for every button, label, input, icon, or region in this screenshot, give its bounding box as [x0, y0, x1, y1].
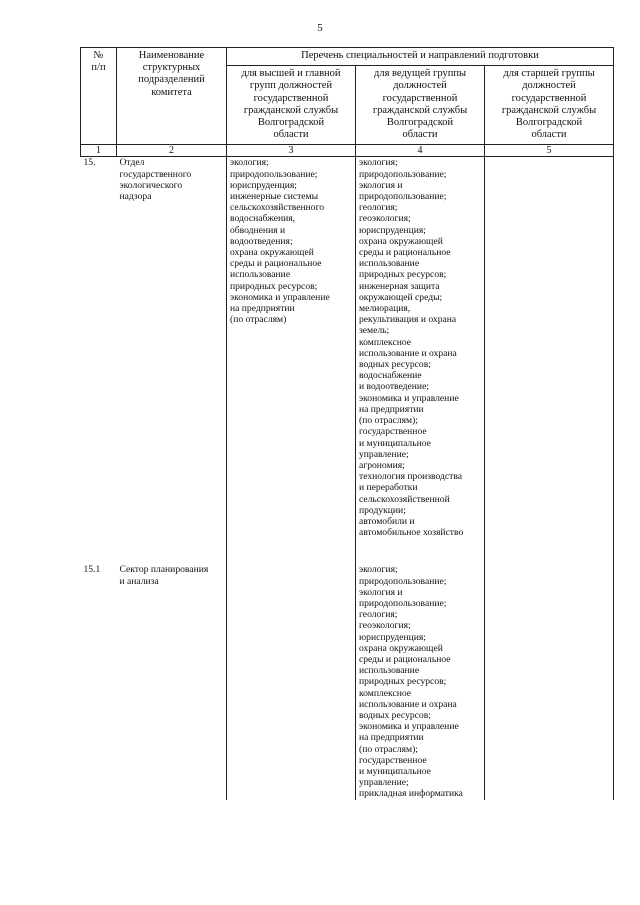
specialties-table-container — [80, 47, 614, 800]
text-line: гражданской службы — [243, 104, 339, 116]
header-number — [81, 48, 117, 145]
header-senior-main-groups — [227, 66, 356, 145]
header-leading-group — [356, 66, 485, 145]
text-line: на предприятии — [230, 303, 295, 315]
text-line: природопользование; — [359, 191, 447, 203]
text-line: групп должностей — [249, 80, 333, 92]
unit-name — [117, 564, 227, 799]
text-line: сельскохозяйственной — [359, 493, 450, 505]
text-line: использование и охрана — [359, 698, 457, 710]
text-line: и муниципальное — [359, 437, 431, 449]
text-line: природопользование; — [359, 575, 447, 587]
text-line: области — [402, 129, 438, 141]
column-number: 4 — [356, 145, 485, 157]
text-line: (по отраслям) — [230, 314, 287, 326]
text-line: для ведущей группы — [374, 68, 466, 80]
text-line: использование — [359, 665, 420, 677]
unit-name — [117, 157, 227, 538]
table-row — [81, 157, 614, 538]
table-row — [81, 564, 614, 799]
specialties-senior-main — [227, 157, 356, 538]
text-line: Волгоградской — [386, 117, 454, 129]
text-line: водоснабжение — [359, 370, 422, 382]
text-line: среды и рациональное — [230, 258, 322, 270]
text-line: геология; — [359, 202, 398, 214]
text-line: должностей — [522, 80, 576, 92]
text-line: инженерная защита — [359, 280, 440, 292]
text-line: Сектор планирования — [119, 564, 209, 576]
text-line: управление; — [359, 777, 409, 789]
column-number: 3 — [227, 145, 356, 157]
text-line: среды и рациональное — [359, 653, 451, 665]
page-number: 5 — [317, 22, 323, 34]
text-line: мелиорация, — [359, 303, 411, 315]
text-line: на предприятии — [359, 732, 424, 744]
text-line: природопользование; — [359, 597, 447, 609]
text-line: экология и — [359, 179, 403, 191]
specialties-table — [80, 47, 614, 800]
text-line: подразделений — [138, 74, 205, 86]
text-line: области — [531, 129, 567, 141]
text-line: экономика и управление — [230, 291, 330, 303]
text-line: природных ресурсов; — [359, 269, 447, 281]
text-line: Отдел — [119, 157, 145, 169]
text-line: автомобили и — [359, 515, 415, 527]
text-line: продукции; — [359, 504, 406, 516]
text-line: охрана окружающей — [359, 235, 443, 247]
text-line: и муниципальное — [359, 765, 431, 777]
text-line: агрономия; — [359, 459, 405, 471]
text-line: охрана окружающей — [359, 642, 443, 654]
text-line: и водоотведение; — [359, 381, 429, 393]
text-line: земель; — [359, 325, 390, 337]
text-line: природных ресурсов; — [230, 280, 318, 292]
text-line: п/п — [91, 62, 106, 74]
column-number: 1 — [81, 145, 117, 157]
text-line: гражданской службы — [501, 104, 597, 116]
text-line: для старшей группы — [503, 68, 595, 80]
text-line: и анализа — [119, 575, 159, 587]
text-line: природопользование; — [230, 168, 318, 180]
text-line: государственной — [382, 92, 458, 104]
text-line: геоэкология; — [359, 620, 411, 632]
text-line: комитета — [151, 86, 192, 98]
text-line: и переработки — [359, 482, 418, 494]
text-line: геология; — [359, 609, 398, 621]
text-line: прикладная информатика — [359, 788, 463, 800]
text-line: использование и охрана — [359, 347, 457, 359]
text-line: области — [273, 129, 309, 141]
text-line: Волгоградской — [257, 117, 325, 129]
text-line: комплексное — [359, 687, 412, 699]
specialties-leading — [356, 564, 485, 799]
text-line: экономика и управление — [359, 721, 459, 733]
column-number-row — [81, 145, 614, 157]
text-line: экология; — [230, 157, 269, 169]
table-header-row — [81, 48, 614, 66]
text-line: охрана окружающей — [230, 247, 314, 259]
text-line: экология и — [359, 586, 403, 598]
text-line: водоотведения; — [230, 235, 293, 247]
text-line: государственного — [119, 168, 192, 180]
specialties-senior-main — [227, 564, 356, 799]
header-unit-name — [117, 48, 227, 145]
specialties-senior — [485, 157, 614, 538]
text-line: государственной — [511, 92, 587, 104]
text-line: на предприятии — [359, 403, 424, 415]
text-line: (по отраслям); — [359, 415, 418, 427]
text-line: государственное — [359, 426, 427, 438]
text-line: использование — [230, 269, 291, 281]
column-number: 5 — [485, 145, 614, 157]
text-line: экология; — [359, 157, 398, 169]
text-line: геоэкология; — [359, 213, 411, 225]
specialties-senior — [485, 564, 614, 799]
text-line: обводнения и — [230, 224, 286, 236]
header-senior-group — [485, 66, 614, 145]
text-line: юриспруденция; — [230, 179, 297, 191]
text-line: экономика и управление — [359, 392, 459, 404]
text-line: Наименование — [138, 50, 205, 61]
text-line: (по отраслям); — [359, 743, 418, 755]
text-line: экология; — [359, 564, 398, 576]
text-line: для высшей и главной — [241, 68, 341, 80]
text-line: комплексное — [359, 336, 412, 348]
text-line: автомобильное хозяйство — [359, 527, 464, 539]
text-line: инженерные системы — [230, 191, 319, 203]
text-line: структурных — [142, 62, 201, 74]
text-line: рекультивация и охрана — [359, 314, 457, 326]
text-line: водных ресурсов; — [359, 709, 431, 721]
text-line: № — [93, 50, 104, 61]
text-line: природных ресурсов; — [359, 676, 447, 688]
row-number: 15. — [83, 157, 96, 169]
header-specialties-group: Перечень специальностей и направлений подготовки — [227, 48, 614, 66]
text-line: технология производства — [359, 471, 463, 483]
row-spacer — [81, 538, 614, 564]
column-number: 2 — [117, 145, 227, 157]
text-line: водных ресурсов; — [359, 359, 431, 371]
text-line: государственное — [359, 754, 427, 766]
text-line: окружающей среды; — [359, 291, 443, 303]
text-line: экологического — [119, 179, 183, 191]
text-line: гражданской службы — [372, 104, 468, 116]
text-line: управление; — [359, 448, 409, 460]
text-line: государственной — [253, 92, 329, 104]
text-line: среды и рациональное — [359, 247, 451, 259]
text-line: природопользование; — [359, 168, 447, 180]
specialties-leading — [356, 157, 485, 538]
text-line: сельскохозяйственного — [230, 202, 325, 214]
text-line: должностей — [393, 80, 447, 92]
text-line: Волгоградской — [515, 117, 583, 129]
text-line: юриспруденция; — [359, 224, 426, 236]
text-line: надзора — [119, 191, 152, 203]
text-line: водоснабжения, — [230, 213, 296, 225]
row-number: 15.1 — [83, 564, 101, 576]
text-line: юриспруденция; — [359, 631, 426, 643]
text-line: использование — [359, 258, 420, 270]
